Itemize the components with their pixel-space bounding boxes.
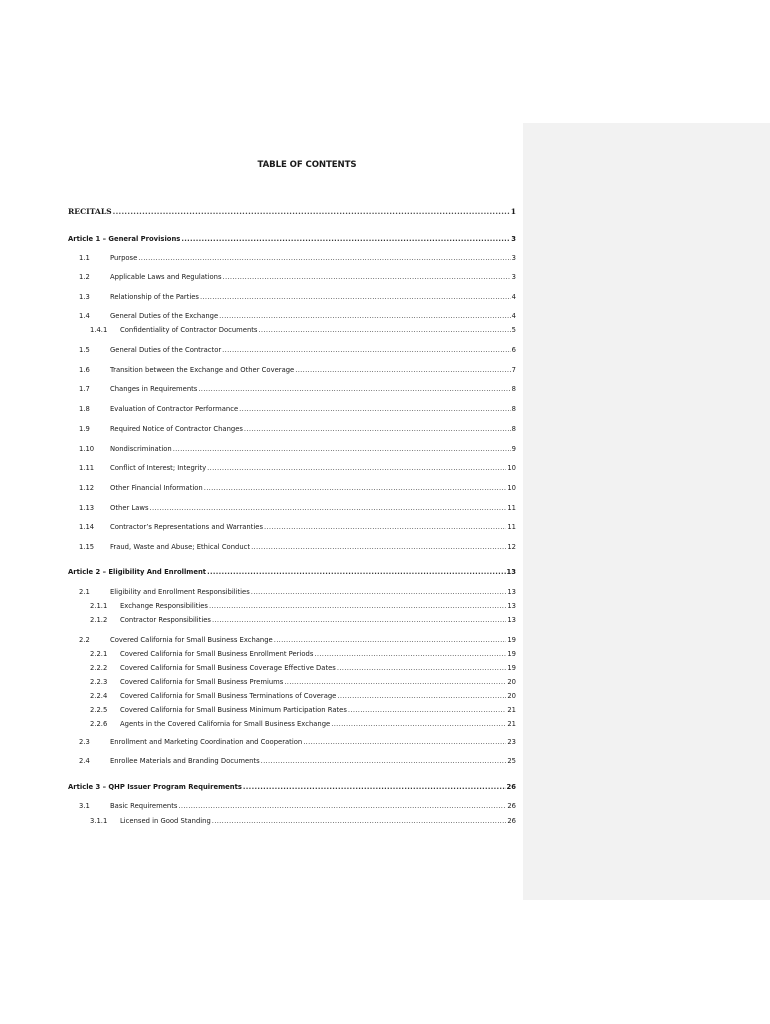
toc-entry-page: 26: [507, 817, 516, 825]
toc-entry-label: Evaluation of Contractor Performance: [110, 405, 239, 413]
toc-section-entry[interactable]: [68, 501, 516, 513]
toc-entry-page: 20: [507, 692, 516, 700]
toc-subsection-entry[interactable]: [68, 613, 516, 625]
toc-entry-label: Relationship of the Parties: [110, 293, 199, 301]
toc-section-entry[interactable]: [68, 754, 516, 766]
toc-section-entry[interactable]: [68, 540, 516, 552]
toc-dot-leader: [222, 345, 511, 355]
toc-section-entry[interactable]: [68, 270, 516, 282]
toc-entry-label: Fraud, Waste and Abuse; Ethical Conduct: [110, 543, 251, 551]
toc-entry-label: Enrollee Materials and Branding Documents: [110, 757, 260, 765]
toc-dot-leader: [173, 444, 511, 454]
toc-entry-label: Article 2 – Eligibility And Enrollment: [68, 568, 207, 576]
toc-entry-page: 11: [507, 523, 516, 531]
toc-dot-leader: [204, 483, 507, 493]
toc-dot-leader: [181, 234, 510, 244]
toc-entry-page: 10: [507, 464, 516, 472]
toc-article-entry[interactable]: [68, 205, 516, 217]
toc-dot-leader: [150, 503, 507, 513]
toc-entry-page: 8: [511, 385, 516, 393]
toc-entry-label: Article 1 – General Provisions: [68, 235, 181, 243]
toc-dot-leader: [264, 522, 506, 532]
toc-article-entry[interactable]: [68, 232, 516, 244]
toc-entry-label: Covered California for Small Business Terminations of Coverage: [120, 692, 337, 700]
toc-entry-number: 1.14: [79, 523, 95, 531]
toc-subsection-entry[interactable]: [68, 661, 516, 673]
toc-entry-label: Licensed in Good Standing: [120, 817, 211, 825]
toc-entry-label: Enrollment and Marketing Coordination and Cooperation: [110, 738, 303, 746]
toc-section-entry[interactable]: [68, 799, 516, 811]
toc-subsection-entry[interactable]: [68, 814, 516, 826]
toc-entry-number: 2.1: [79, 588, 90, 596]
comment-pane: [523, 123, 770, 900]
toc-subsection-entry[interactable]: [68, 647, 516, 659]
toc-dot-leader: [138, 253, 510, 263]
toc-section-entry[interactable]: [68, 382, 516, 394]
toc-dot-leader: [243, 782, 506, 792]
toc-entry-label: Covered California for Small Business Exchange: [110, 636, 273, 644]
toc-dot-leader: [212, 615, 506, 625]
toc-entry-page: 25: [507, 757, 516, 765]
toc-entry-page: 6: [511, 346, 516, 354]
toc-entry-number: 1.7: [79, 385, 90, 393]
toc-entry-page: 11: [507, 504, 516, 512]
toc-entry-number: 1.5: [79, 346, 90, 354]
toc-entry-label: Contractor Responsibilities: [120, 616, 211, 624]
toc-title: TABLE OF CONTENTS: [257, 160, 357, 170]
toc-entry-number: 2.2.3: [90, 678, 108, 686]
toc-entry-number: 1.13: [79, 504, 95, 512]
toc-subsection-entry[interactable]: [68, 323, 516, 335]
toc-section-entry[interactable]: [68, 520, 516, 532]
toc-dot-leader: [348, 705, 506, 715]
toc-entry-number: 1.4.1: [90, 326, 108, 334]
toc-entry-label: General Duties of the Contractor: [110, 346, 222, 354]
toc-dot-leader: [274, 635, 507, 645]
toc-entry-number: 1.6: [79, 366, 90, 374]
toc-entry-page: 13: [507, 616, 516, 624]
toc-entry-number: 2.2.6: [90, 720, 108, 728]
toc-dot-leader: [261, 756, 507, 766]
toc-entry-page: 10: [507, 484, 516, 492]
toc-entry-page: 12: [507, 543, 516, 551]
toc-entry-number: 2.1.2: [90, 616, 108, 624]
toc-section-entry[interactable]: [68, 309, 516, 321]
toc-entry-label: Basic Requirements: [110, 802, 178, 810]
toc-entry-number: 2.1.1: [90, 602, 108, 610]
toc-entry-label: Contractor’s Representations and Warranties: [110, 523, 263, 531]
toc-entry-label: Purpose: [110, 254, 138, 262]
toc-dot-leader: [337, 663, 506, 673]
toc-dot-leader: [200, 292, 511, 302]
toc-dot-leader: [258, 325, 510, 335]
toc-entry-label: Article 3 – QHP Issuer Program Requirements: [68, 783, 242, 791]
toc-entry-number: 2.2.4: [90, 692, 108, 700]
toc-entry-page: 19: [507, 664, 516, 672]
toc-entry-number: 2.2.2: [90, 664, 108, 672]
toc-section-entry[interactable]: [68, 251, 516, 263]
toc-dot-leader: [209, 601, 506, 611]
toc-entry-page: 7: [511, 366, 516, 374]
toc-entry-label: Nondiscrimination: [110, 445, 172, 453]
toc-section-entry[interactable]: [68, 290, 516, 302]
toc-section-entry[interactable]: [68, 633, 516, 645]
toc-entry-label: General Duties of the Exchange: [110, 312, 219, 320]
toc-entry-label: Other Financial Information: [110, 484, 203, 492]
toc-dot-leader: [219, 311, 511, 321]
toc-article-entry[interactable]: [68, 780, 516, 792]
toc-dot-leader: [251, 542, 506, 552]
toc-dot-leader: [244, 424, 511, 434]
toc-entry-page: 13: [507, 588, 516, 596]
toc-dot-leader: [239, 404, 511, 414]
toc-entry-page: 3: [511, 235, 516, 243]
toc-entry-label: Transition between the Exchange and Other Coverage: [110, 366, 295, 374]
toc-entry-number: 3.1.1: [90, 817, 108, 825]
toc-dot-leader: [303, 737, 506, 747]
toc-entry-page: 19: [507, 650, 516, 658]
toc-dot-leader: [295, 365, 510, 375]
toc-section-entry[interactable]: [68, 442, 516, 454]
toc-subsection-entry[interactable]: [68, 717, 516, 729]
toc-article-entry[interactable]: [68, 565, 516, 577]
toc-entry-label: Covered California for Small Business Enrollment Periods: [120, 650, 314, 658]
toc-entry-label: Eligibility and Enrollment Responsibilities: [110, 588, 250, 596]
toc-entry-page: 23: [507, 738, 516, 746]
toc-entry-number: 1.15: [79, 543, 95, 551]
toc-section-entry[interactable]: [68, 585, 516, 597]
toc-entry-page: 3: [511, 273, 516, 281]
toc-section-entry[interactable]: [68, 735, 516, 747]
toc-dot-leader: [331, 719, 506, 729]
toc-entry-number: 2.4: [79, 757, 90, 765]
toc-entry-number: 2.3: [79, 738, 90, 746]
toc-entry-number: 1.9: [79, 425, 90, 433]
toc-entry-label: Covered California for Small Business Minimum Participation Rates: [120, 706, 347, 714]
toc-dot-leader: [223, 272, 511, 282]
toc-section-entry[interactable]: [68, 481, 516, 493]
toc-entry-number: 1.8: [79, 405, 90, 413]
toc-entry-page: 13: [507, 602, 516, 610]
toc-entry-label: Required Notice of Contractor Changes: [110, 425, 243, 433]
toc-entry-number: 1.3: [79, 293, 90, 301]
toc-entry-number: 2.2.1: [90, 650, 108, 658]
toc-entry-page: 4: [511, 312, 516, 320]
toc-entry-page: 21: [507, 706, 516, 714]
toc-entry-page: 13: [506, 568, 516, 576]
toc-entry-label: Changes in Requirements: [110, 385, 198, 393]
toc-entry-number: 1.10: [79, 445, 95, 453]
toc-dot-leader: [212, 816, 507, 826]
toc-entry-label: Covered California for Small Business Coverage Effective Dates: [120, 664, 336, 672]
toc-subsection-entry[interactable]: [68, 689, 516, 701]
toc-dot-leader: [113, 207, 510, 217]
toc-entry-number: 1.4: [79, 312, 90, 320]
toc-dot-leader: [178, 801, 506, 811]
toc-entry-page: 1: [510, 207, 516, 216]
toc-entry-number: 3.1: [79, 802, 90, 810]
toc-entry-page: 4: [511, 293, 516, 301]
toc-entry-number: 1.2: [79, 273, 90, 281]
toc-entry-page: 3: [511, 254, 516, 262]
toc-subsection-entry[interactable]: [68, 675, 516, 687]
toc-section-entry[interactable]: [68, 363, 516, 375]
toc-entry-label: Covered California for Small Business Premiums: [120, 678, 284, 686]
toc-entry-page: 8: [511, 425, 516, 433]
toc-entry-label: Other Laws: [110, 504, 149, 512]
toc-subsection-entry[interactable]: [68, 599, 516, 611]
toc-entry-page: 9: [511, 445, 516, 453]
toc-dot-leader: [198, 384, 510, 394]
toc-entry-page: 5: [511, 326, 516, 334]
toc-dot-leader: [251, 587, 507, 597]
toc-entry-page: 8: [511, 405, 516, 413]
toc-entry-number: 1.11: [79, 464, 95, 472]
toc-subsection-entry[interactable]: [68, 703, 516, 715]
toc-dot-leader: [314, 649, 506, 659]
toc-entry-page: 20: [507, 678, 516, 686]
toc-entry-number: 1.12: [79, 484, 95, 492]
toc-entry-page: 21: [507, 720, 516, 728]
toc-entry-number: 1.1: [79, 254, 90, 262]
toc-dot-leader: [337, 691, 506, 701]
toc-dot-leader: [207, 463, 506, 473]
toc-section-entry[interactable]: [68, 461, 516, 473]
toc-dot-leader: [207, 567, 505, 577]
toc-entry-label: RECITALS: [68, 207, 112, 216]
toc-entry-label: Confidentiality of Contractor Documents: [120, 326, 258, 334]
toc-entry-label: Exchange Responsibilities: [120, 602, 208, 610]
toc-entry-number: 2.2: [79, 636, 90, 644]
toc-entry-label: Conflict of Interest; Integrity: [110, 464, 207, 472]
toc-section-entry[interactable]: [68, 402, 516, 414]
toc-section-entry[interactable]: [68, 422, 516, 434]
toc-dot-leader: [284, 677, 506, 687]
toc-entry-label: Applicable Laws and Regulations: [110, 273, 222, 281]
toc-section-entry[interactable]: [68, 343, 516, 355]
toc-entry-label: Agents in the Covered California for Small Business Exchange: [120, 720, 331, 728]
toc-entry-page: 26: [506, 783, 516, 791]
toc-entry-number: 2.2.5: [90, 706, 108, 714]
toc-entry-page: 19: [507, 636, 516, 644]
toc-entry-page: 26: [507, 802, 516, 810]
